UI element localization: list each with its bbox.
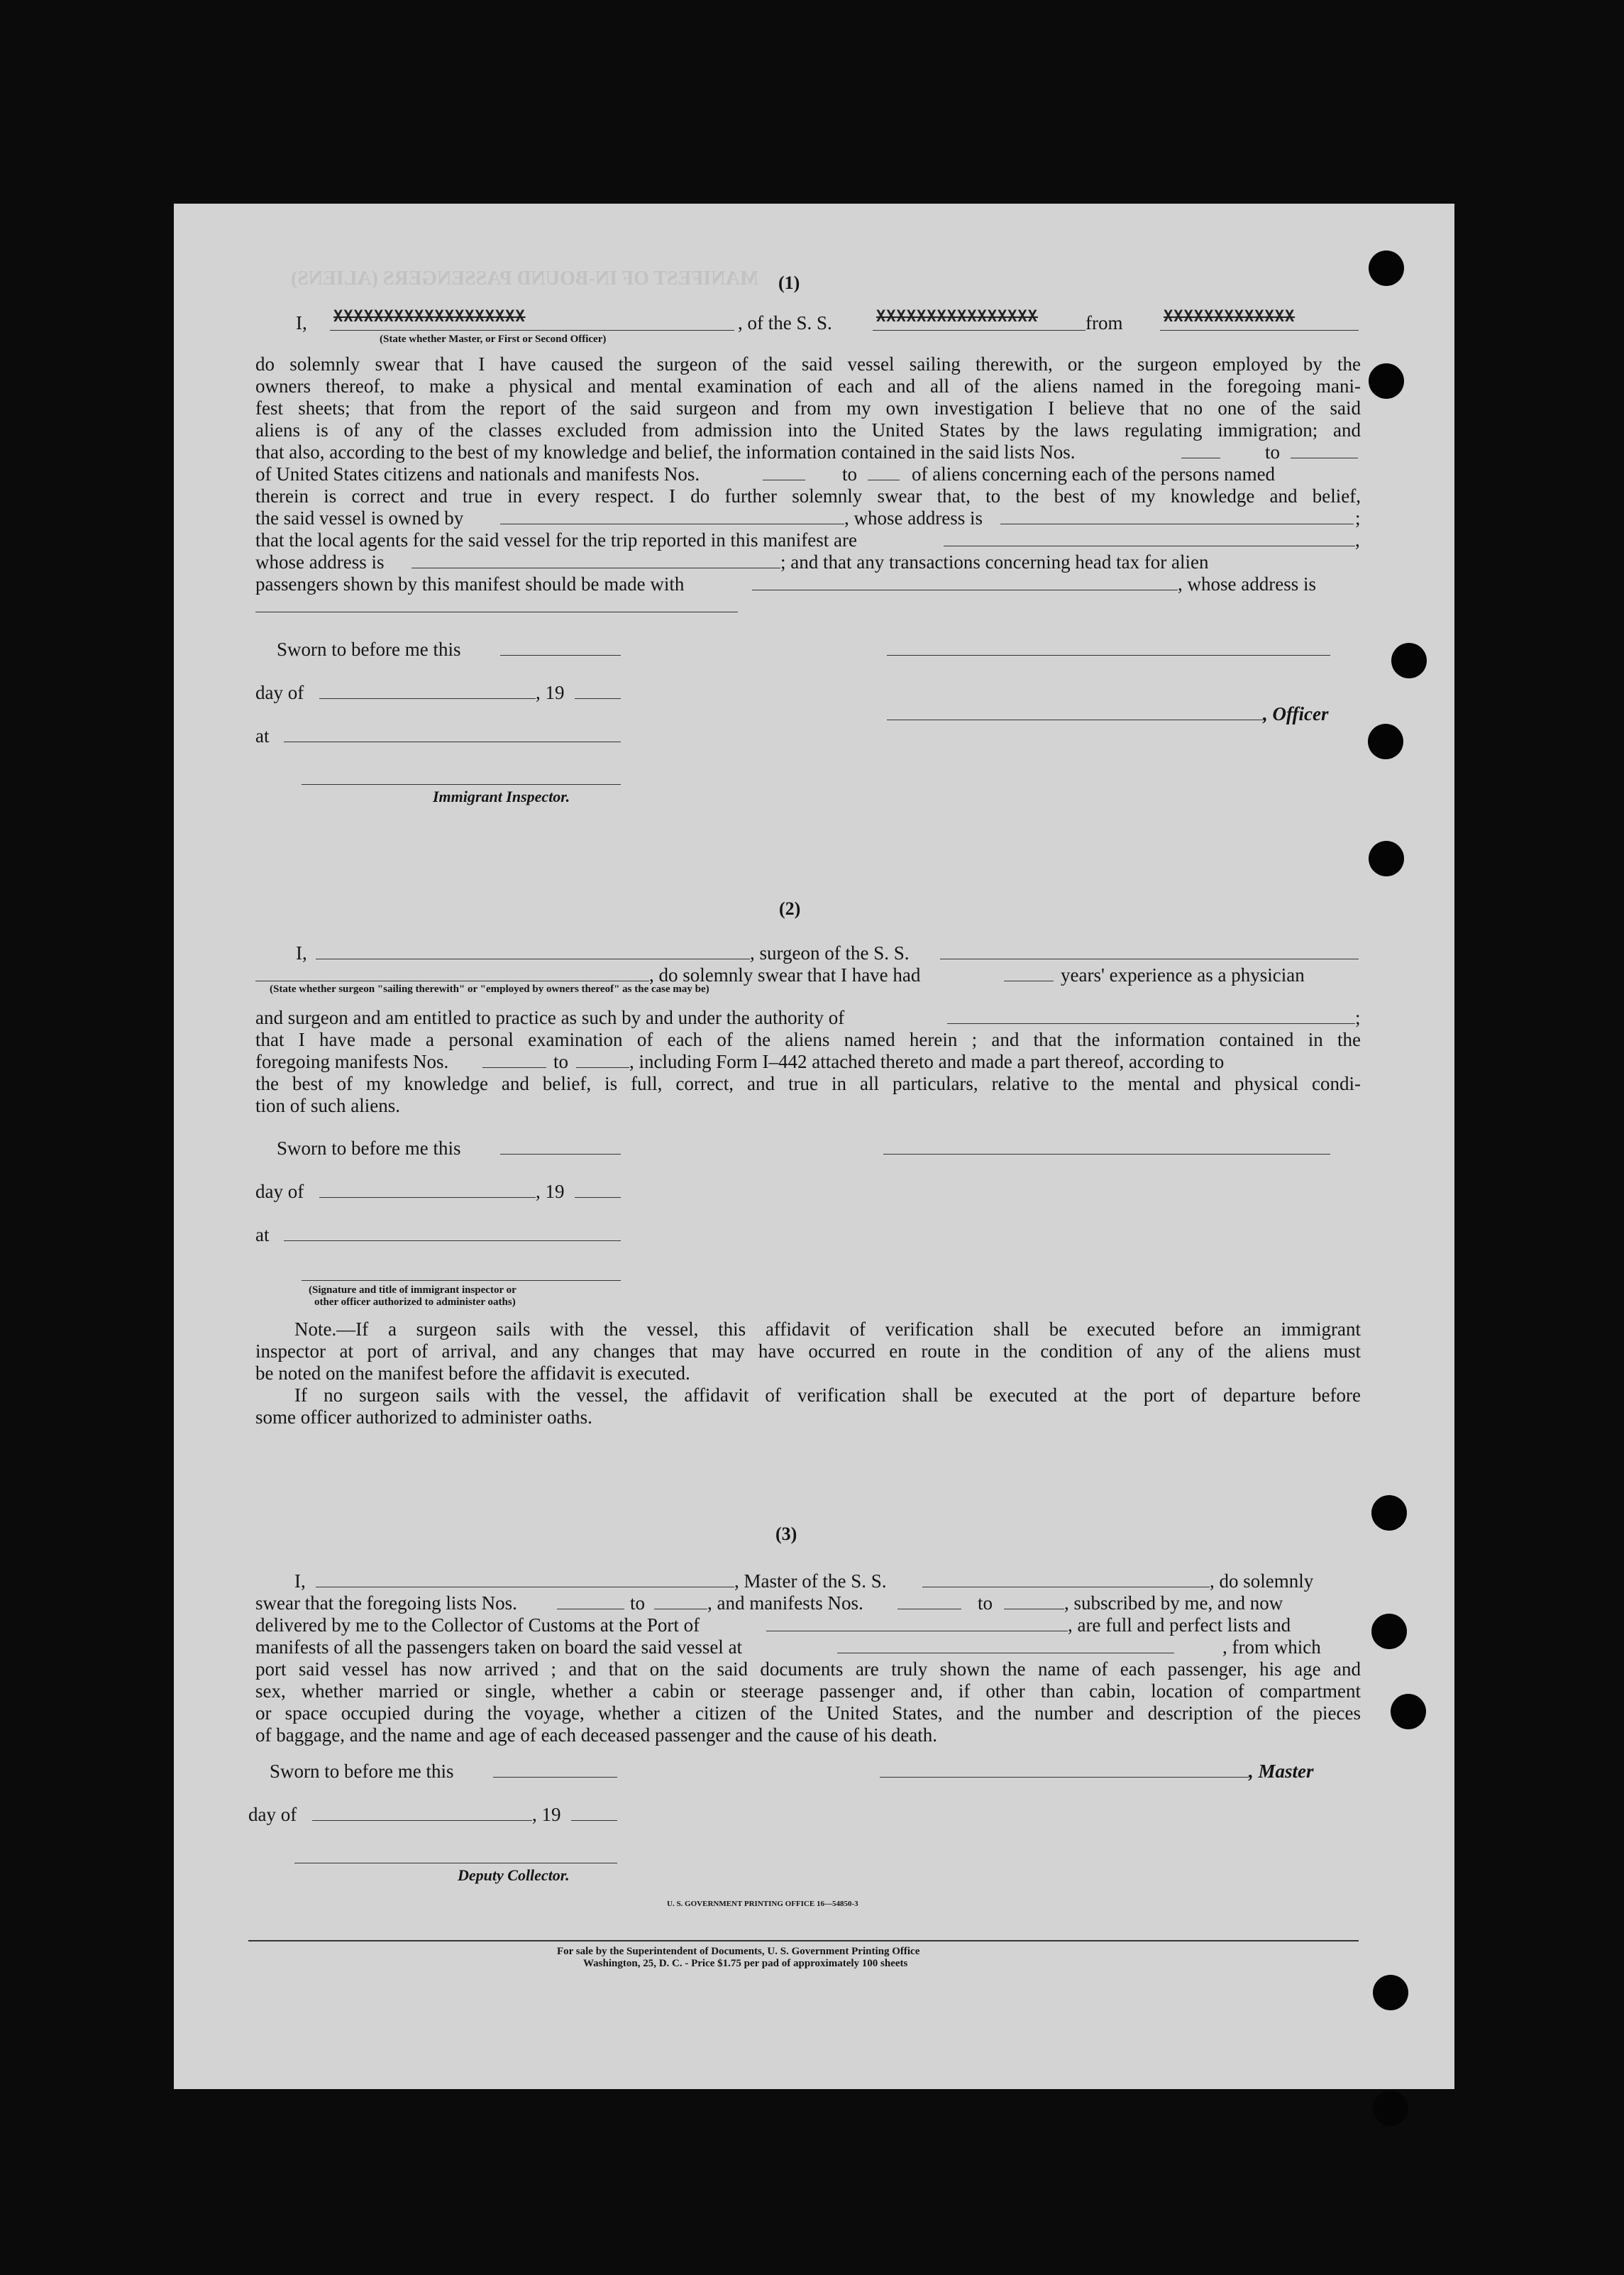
- oath-1-line-4: aliens is of any of the classes excluded from admission into the United States by the laws regulating immigration; and: [255, 419, 1361, 441]
- note-a-line-2: inspector at port of arrival, and any changes that may have occurred en route in the condition of any of the aliens must: [255, 1340, 1361, 1362]
- oath-1-line-6-end: of aliens concerning each of the persons named: [912, 463, 1276, 485]
- inspector-signature-line-2: [302, 1280, 621, 1281]
- punch-hole: [1369, 841, 1404, 876]
- owned-by-label: the said vessel is owned by: [255, 507, 464, 529]
- year-line-1: [575, 698, 621, 699]
- head-tax-address-label: , whose address is: [1178, 573, 1316, 595]
- full-and-perfect-label: , are full and perfect lists and: [1068, 1614, 1291, 1636]
- officer-name-handwritten: XXXXXXXXXXXXXXXXXXX: [333, 308, 526, 326]
- immigrant-inspector-label: Immigrant Inspector.: [433, 788, 570, 805]
- oath-3-line-8: of baggage, and the name and age of each deceased passenger and the cause of his death.: [255, 1724, 938, 1746]
- surgeon-oath-label: , do solemnly swear that I have had: [649, 964, 921, 986]
- oath-2-line-7: tion of such aliens.: [255, 1095, 400, 1116]
- local-agents-label: that the local agents for the said vessel for the trip reported in this manifest are: [255, 529, 857, 551]
- oath-2-line-6: the best of my knowledge and belief, is full, correct, and true in all particulars, relative to the mental and physical condi-: [255, 1073, 1361, 1094]
- oath-2-line-3: and surgeon and am entitled to practice as such by and under the authority of: [255, 1007, 845, 1028]
- foregoing-lists-label: swear that the foregoing lists Nos.: [255, 1592, 517, 1614]
- surgeon-type-note: (State whether surgeon "sailing therewith" or "employed by owners thereof" as the case may be): [270, 984, 709, 995]
- vessel-name-handwritten: XXXXXXXXXXXXXXXX: [876, 308, 1038, 326]
- collector-port-label: delivered by me to the Collector of Customs at the Port of: [255, 1614, 700, 1636]
- semicolon: ;: [1355, 1007, 1361, 1028]
- oath-1-line-1: do solemnly swear that I have caused the surgeon of the said vessel sailing therewith, or the surgeon employed by the: [255, 353, 1361, 375]
- subscribed-label: , subscribed by me, and now: [1064, 1592, 1283, 1614]
- sworn-date-line-2: [500, 1154, 621, 1155]
- manifest-to-label-2: to: [553, 1051, 569, 1072]
- month-line-2: [319, 1197, 536, 1198]
- oath-3-line-6: sex, whether married or single, whether a cabin or steerage passenger and, if other than cabin, location of compartment: [255, 1680, 1361, 1702]
- section-2-pronoun: I,: [296, 942, 307, 964]
- officer-name-line: [330, 330, 734, 331]
- section-1-pronoun: I,: [296, 312, 307, 334]
- note-a-line-1: Note.—If a surgeon sails with the vessel, this affidavit of verification shall be executed before an immigrant: [294, 1318, 1361, 1340]
- officer-rank-note: (State whether Master, or First or Second Officer): [380, 334, 607, 345]
- year-label-3: , 19: [532, 1804, 561, 1825]
- manifests-to-label-3: to: [978, 1592, 993, 1614]
- years-experience-label: years' experience as a physician: [1061, 964, 1305, 986]
- semicolon: ;: [1355, 507, 1361, 529]
- comma: ,: [1355, 529, 1360, 551]
- head-tax-with-label: passengers shown by this manifest should be made with: [255, 573, 685, 595]
- note-a-line-3: be noted on the manifest before the affidavit is executed.: [255, 1362, 690, 1384]
- year-line-2: [575, 1197, 621, 1198]
- port-line: [1160, 330, 1359, 331]
- day-of-label-2: day of: [255, 1181, 304, 1202]
- bleed-through-header: MANIFEST OF IN-BOUND PASSENGERS (ALIENS): [291, 268, 759, 290]
- manifest-to-line-2: [576, 1067, 629, 1068]
- punch-hole: [1391, 643, 1427, 678]
- punch-hole: [1391, 1694, 1426, 1729]
- year-line-3: [571, 1820, 617, 1821]
- oath-1-line-6: of United States citizens and nationals and manifests Nos.: [255, 463, 700, 485]
- section-2-number: (2): [779, 898, 801, 919]
- punch-hole: [1369, 250, 1404, 286]
- manifests-to-label: to: [842, 463, 858, 485]
- day-of-label-3: day of: [248, 1804, 297, 1825]
- master-label: , Master: [1249, 1761, 1314, 1782]
- from-label: from: [1086, 312, 1123, 334]
- form-sheet: [174, 204, 1454, 2089]
- lists-to-label-3: to: [630, 1592, 646, 1614]
- for-sale-line-2: Washington, 25, D. C. - Price $1.75 per pad of approximately 100 sheets: [583, 1958, 908, 1969]
- sworn-date-line-1: [500, 655, 621, 656]
- punch-hole: [1373, 1975, 1408, 2010]
- sworn-label-3: Sworn to before me this: [270, 1761, 454, 1782]
- oath-1-line-7: therein is correct and true in every respect. I do further solemnly swear that, to the best of my knowledge and belief,: [255, 485, 1361, 507]
- section-3-pronoun: I,: [294, 1570, 306, 1592]
- sworn-label-1: Sworn to before me this: [277, 639, 461, 660]
- authority-line: [947, 1023, 1355, 1024]
- oath-3-line-5: port said vessel has now arrived ; and that on the said documents are truly shown the name of each passenger, his age and: [255, 1658, 1361, 1680]
- punch-hole: [1371, 1614, 1407, 1649]
- for-sale-line-1: For sale by the Superintendent of Documents, U. S. Government Printing Office: [557, 1946, 920, 1957]
- master-signature-line: [880, 1777, 1249, 1778]
- lists-to-label: to: [1265, 441, 1281, 463]
- year-label-2: , 19: [536, 1181, 565, 1202]
- vessel-name-line: [873, 330, 1086, 331]
- year-label-1: , 19: [536, 682, 565, 703]
- signature-title-note-1: (Signature and title of immigrant inspector or: [309, 1284, 517, 1296]
- month-line-1: [319, 698, 536, 699]
- note-b-line-2: some officer authorized to administer oaths.: [255, 1406, 592, 1428]
- oath-3-line-7: or space occupied during the voyage, whether a citizen of the United States, and the number and description of the pieces: [255, 1702, 1361, 1724]
- day-of-label-1: day of: [255, 682, 304, 703]
- head-tax-label: ; and that any transactions concerning head tax for alien: [780, 551, 1209, 573]
- foregoing-manifests-label: foregoing manifests Nos.: [255, 1051, 449, 1072]
- at-label-1: at: [255, 725, 270, 747]
- officer-label: , Officer: [1263, 703, 1329, 725]
- do-solemnly-label: , do solemnly: [1210, 1570, 1314, 1592]
- oath-2-line-5-end: , including Form I–442 attached thereto and made a part thereof, according to: [629, 1051, 1225, 1072]
- punch-hole: [1369, 363, 1404, 399]
- section-3-number: (3): [775, 1524, 797, 1544]
- gpo-imprint: U. S. GOVERNMENT PRINTING OFFICE 16—54850-3: [667, 1900, 858, 1908]
- sworn-date-line-3: [493, 1777, 617, 1778]
- agents-address-label: whose address is: [255, 551, 385, 573]
- owner-address-label: , whose address is: [844, 507, 983, 529]
- surgeon-signature-line: [883, 1154, 1330, 1155]
- inspector-signature-line: [302, 784, 621, 785]
- and-manifests-label: , and manifests Nos.: [707, 1592, 863, 1614]
- oath-1-line-3: fest sheets; that from the report of the said surgeon and from my own investigation I believe that no one of the said: [255, 397, 1361, 419]
- oath-2-line-4: that I have made a personal examination of each of the aliens named herein ; and that the information contained in the: [255, 1029, 1361, 1050]
- footer-rule: [248, 1940, 1359, 1941]
- taken-on-board-label: manifests of all the passengers taken on board the said vessel at: [255, 1636, 743, 1658]
- from-which-label: , from which: [1222, 1636, 1321, 1658]
- punch-hole: [1368, 724, 1403, 759]
- signature-title-note-2: other officer authorized to administer oaths): [314, 1296, 516, 1308]
- oath-1-line-5: that also, according to the best of my knowledge and belief, the information contained in the said lists Nos.: [255, 441, 1076, 463]
- section-1-number: (1): [778, 272, 800, 293]
- port-handwritten: XXXXXXXXXXXXX: [1164, 308, 1296, 326]
- deputy-collector-label: Deputy Collector.: [458, 1866, 570, 1884]
- punch-hole: [1373, 2091, 1408, 2126]
- sworn-label-2: Sworn to before me this: [277, 1138, 461, 1159]
- place-line-2: [284, 1240, 621, 1241]
- officer-signature-line: [887, 655, 1330, 656]
- oath-1-line-2: owners thereof, to make a physical and mental examination of each and all of the aliens named in the foregoing mani-: [255, 375, 1361, 397]
- of-ss-label: , of the S. S.: [738, 312, 832, 334]
- note-b-line-1: If no surgeon sails with the vessel, the affidavit of verification shall be executed at the port of departure before: [294, 1384, 1361, 1406]
- punch-hole: [1371, 1495, 1407, 1531]
- manifest-from-line-2: [482, 1067, 546, 1068]
- at-label-2: at: [255, 1224, 270, 1245]
- surgeon-of-ss-label: , surgeon of the S. S.: [750, 942, 910, 964]
- master-of-ss-label: , Master of the S. S.: [734, 1570, 887, 1592]
- month-line-3: [312, 1820, 532, 1821]
